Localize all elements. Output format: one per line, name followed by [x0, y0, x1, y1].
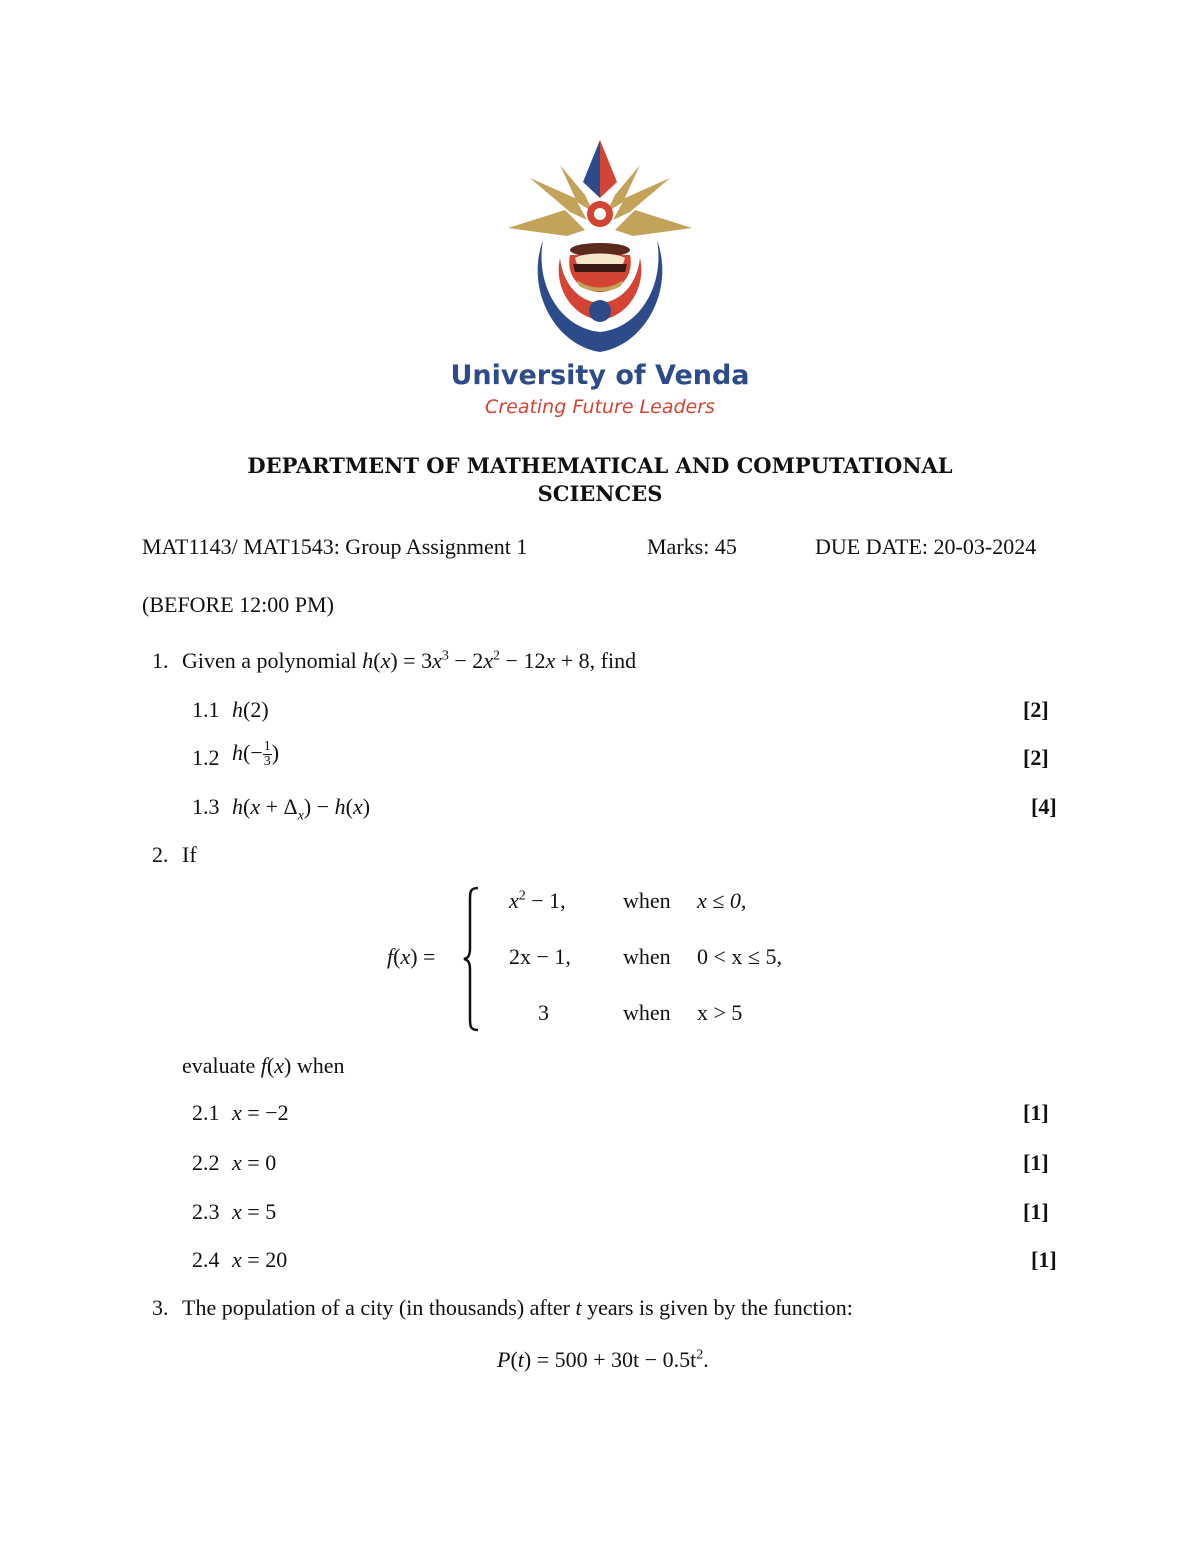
case-expression: $x^2 - 1$, [509, 888, 566, 913]
marks-total: Marks: 45 [647, 534, 737, 559]
before-time: (BEFORE 12:00 PM) [142, 592, 334, 617]
q1-number: 1. [152, 648, 169, 673]
department-title-line2: SCIENCES [537, 481, 663, 506]
case-when: when [623, 888, 671, 913]
q1-part-mark: [2] [1023, 697, 1049, 722]
gear-icon [587, 201, 613, 227]
department-title-line1: DEPARTMENT OF MATHEMATICAL AND COMPUTATIONAL [247, 453, 953, 478]
due-date [815, 534, 1036, 560]
case-expression: 2x − 1, [509, 944, 571, 969]
diamond-right-icon [600, 140, 617, 198]
q1-part-label: 1.1 [192, 697, 220, 722]
q2-part-mark: [1] [1023, 1150, 1049, 1175]
evaluate-prefix: evaluate [182, 1053, 256, 1078]
university-logo [505, 140, 695, 355]
q1-statement [182, 648, 636, 674]
piecewise-lhs: f(x) = [387, 944, 436, 969]
q2-part-expr: x = 20 [232, 1247, 288, 1272]
q1-part-expr: h(− $\frac{1}{3}$ ) [232, 739, 280, 770]
case-when: when [623, 1000, 671, 1025]
blue-dot-icon [589, 300, 611, 322]
q3-statement: The population of a city (in thousands) after t years is given by the function: [182, 1295, 853, 1320]
q2-part-expr: x = 0 [232, 1150, 277, 1175]
q1-part-label: 1.2 [192, 745, 220, 770]
left-brace-icon [462, 886, 484, 1032]
evaluate-suffix: when [296, 1053, 345, 1078]
q3-text-b: years is given by the function: [587, 1295, 853, 1320]
q2-part-label: 2.2 [192, 1150, 220, 1175]
q1-part-expr: h(2) [232, 697, 269, 722]
q2-part-mark: [1] [1023, 1100, 1049, 1125]
due-label: DUE DATE: [815, 534, 929, 559]
q2-part-mark: [1] [1031, 1247, 1057, 1272]
q1-prefix: Given a polynomial [182, 648, 357, 673]
q1-part-mark: [4] [1031, 794, 1057, 819]
q1-suffix: , find [589, 648, 637, 673]
q2-part-expr: x = 5 [232, 1199, 277, 1224]
q2-evaluate: evaluate f(x) when [182, 1053, 345, 1078]
case-expression: 3 [538, 1000, 549, 1025]
q3-number: 3. [152, 1295, 169, 1320]
q1-polynomial: $h(x) = 3x^3 - 2x^2 - 12x + 8$ [362, 648, 590, 673]
q2-part-label: 2.4 [192, 1247, 220, 1272]
pot-icon [569, 243, 631, 292]
due-date-value: 20-03-2024 [933, 534, 1037, 559]
q3-formula-rhs: 500 + 30t − 0.5t [554, 1347, 697, 1372]
q2-part-mark: [1] [1023, 1199, 1049, 1224]
brand-name: University of Venda [450, 360, 750, 391]
q2-part-label: 2.1 [192, 1100, 220, 1125]
course-title: MAT1143/ MAT1543: Group Assignment 1 [142, 534, 528, 559]
case-condition: x ≤ 0, [697, 888, 747, 913]
q2-number: 2. [152, 842, 169, 867]
brand-tagline: Creating Future Leaders [485, 396, 715, 418]
case-when: when [623, 944, 671, 969]
q2-part-label: 2.3 [192, 1199, 220, 1224]
q1-part-mark: [2] [1023, 745, 1049, 770]
q3-text-a: The population of a city (in thousands) after [182, 1295, 570, 1320]
diamond-left-icon [583, 140, 600, 198]
q2-part-expr: x = −2 [232, 1100, 289, 1125]
q1-part-label: 1.3 [192, 794, 220, 819]
case-condition: x > 5 [697, 1000, 743, 1025]
case-condition: 0 < x ≤ 5, [697, 944, 782, 969]
q3-formula: $P(t) = 500 + 30t - 0.5t^2$. [497, 1347, 709, 1372]
q1-part-expr: $h(x + \Delta_x) - h(x)$ [232, 794, 371, 824]
q2-intro: If [182, 842, 197, 867]
